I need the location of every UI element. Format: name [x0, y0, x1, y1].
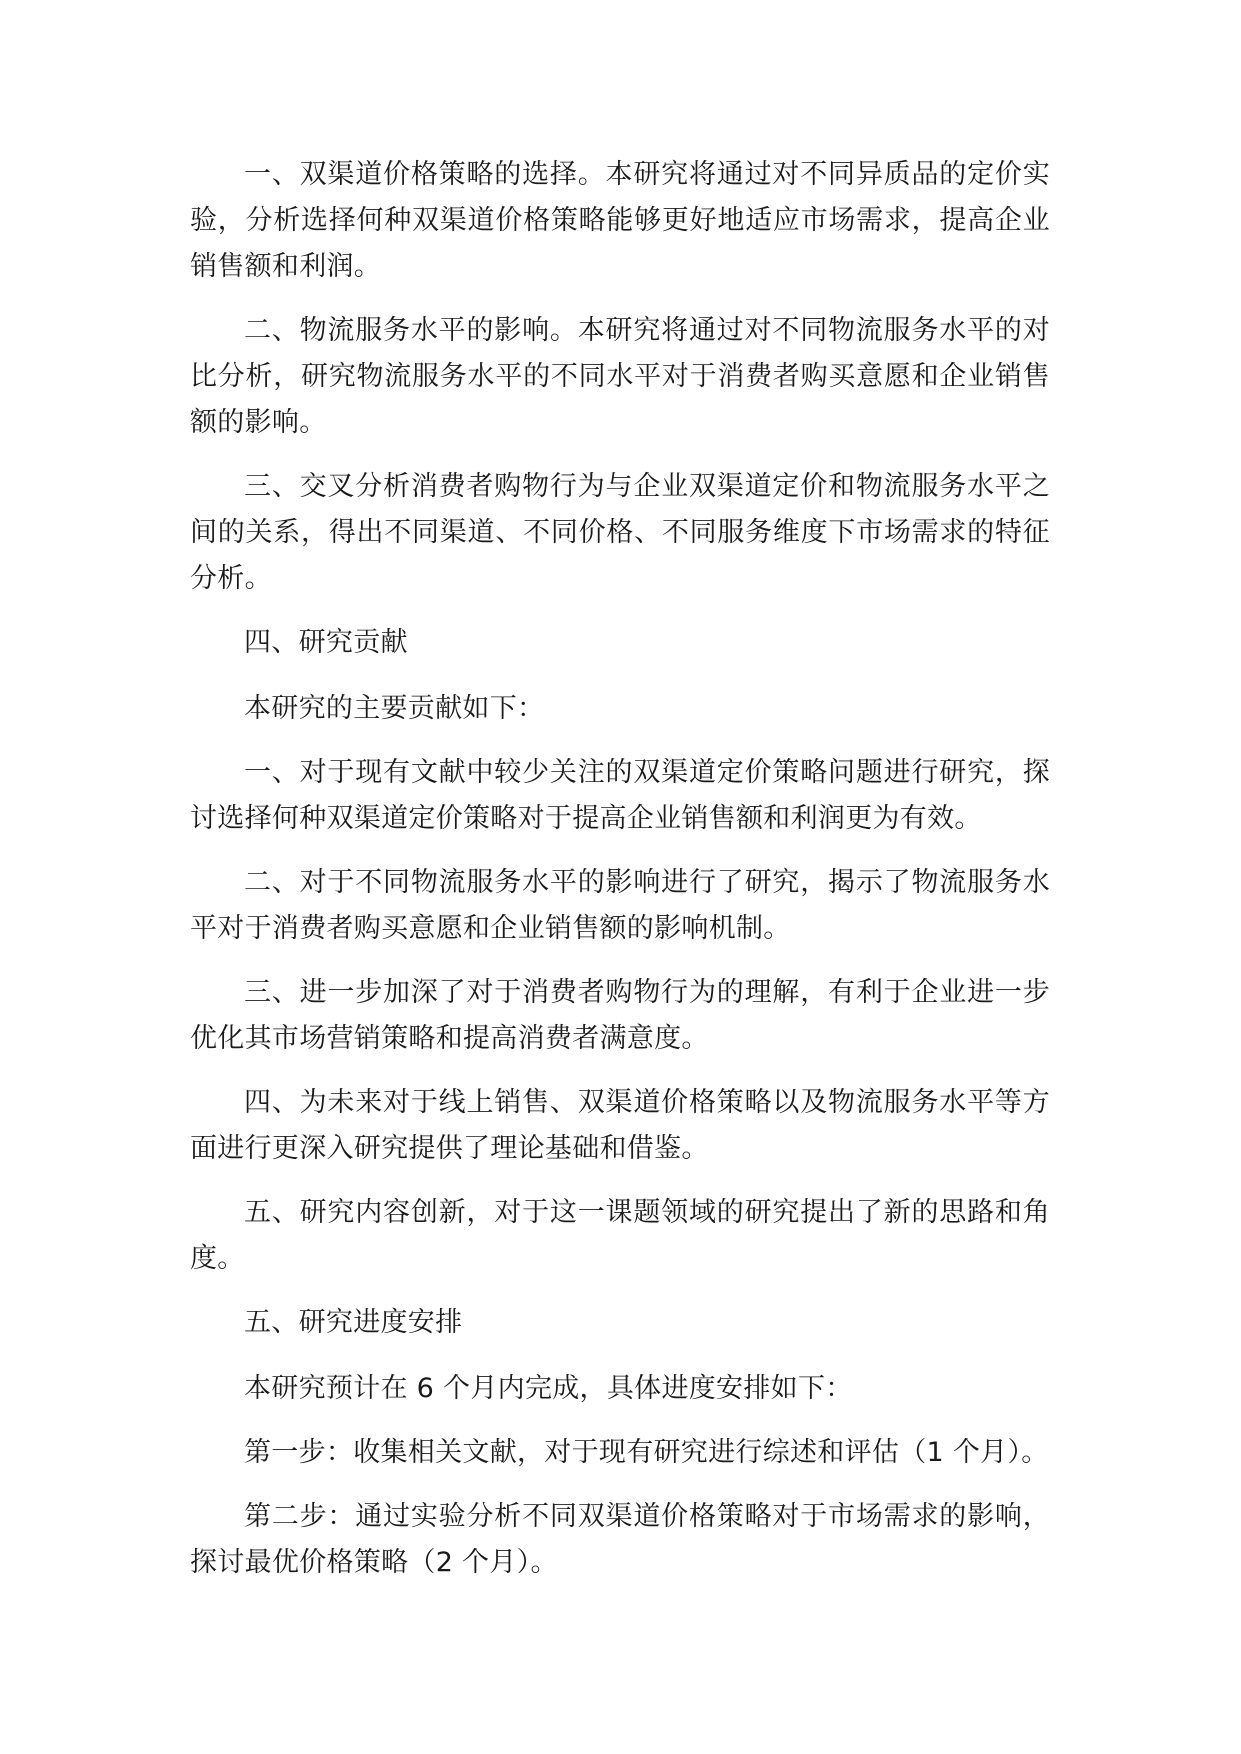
paragraph-contributions-intro: 本研究的主要贡献如下： — [244, 693, 545, 724]
paragraph-logistics-service: 二、物流服务水平的影响。本研究将通过对不同物流服务水平的对比分析，研究物流服务水平的不同水平对于消费者购买意愿和企业销售额的影响。 — [190, 315, 1050, 438]
paragraph-schedule-intro: 本研究预计在 6 个月内完成，具体进度安排如下： — [244, 1373, 853, 1404]
paragraph-dual-channel-pricing: 一、双渠道价格策略的选择。本研究将通过对不同异质品的定价实验，分析选择何种双渠道价格策略能够更好地适应市场需求，提高企业销售额和利润。 — [190, 159, 1050, 282]
document-body — [190, 152, 1050, 1604]
paragraph-contribution-4: 四、为未来对于线上销售、双渠道价格策略以及物流服务水平等方面进行更深入研究提供了理论基础和借鉴。 — [190, 1087, 1050, 1164]
paragraph-contribution-3: 三、进一步加深了对于消费者购物行为的理解，有利于企业进一步优化其市场营销策略和提高消费者满意度。 — [190, 977, 1050, 1054]
paragraph-contribution-5: 五、研究内容创新，对于这一课题领域的研究提出了新的思路和角度。 — [190, 1197, 1050, 1274]
paragraph-schedule-step-1: 第一步：收集相关文献，对于现有研究进行综述和评估（1 个月）。 — [244, 1437, 1049, 1468]
section-heading-contributions: 四、研究贡献 — [244, 627, 408, 658]
paragraph-schedule-step-2: 第二步：通过实验分析不同双渠道价格策略对于市场需求的影响，探讨最优价格策略（2 个月）。 — [190, 1501, 1050, 1578]
section-heading-schedule: 五、研究进度安排 — [244, 1307, 463, 1338]
paragraph-contribution-1: 一、对于现有文献中较少关注的双渠道定价策略问题进行研究，探讨选择何种双渠道定价策略对于提高企业销售额和利润更为有效。 — [190, 757, 1050, 834]
paragraph-contribution-2: 二、对于不同物流服务水平的影响进行了研究，揭示了物流服务水平对于消费者购买意愿和企业销售额的影响机制。 — [190, 867, 1050, 944]
paragraph-cross-analysis: 三、交叉分析消费者购物行为与企业双渠道定价和物流服务水平之间的关系，得出不同渠道、不同价格、不同服务维度下市场需求的特征分析。 — [190, 471, 1050, 594]
